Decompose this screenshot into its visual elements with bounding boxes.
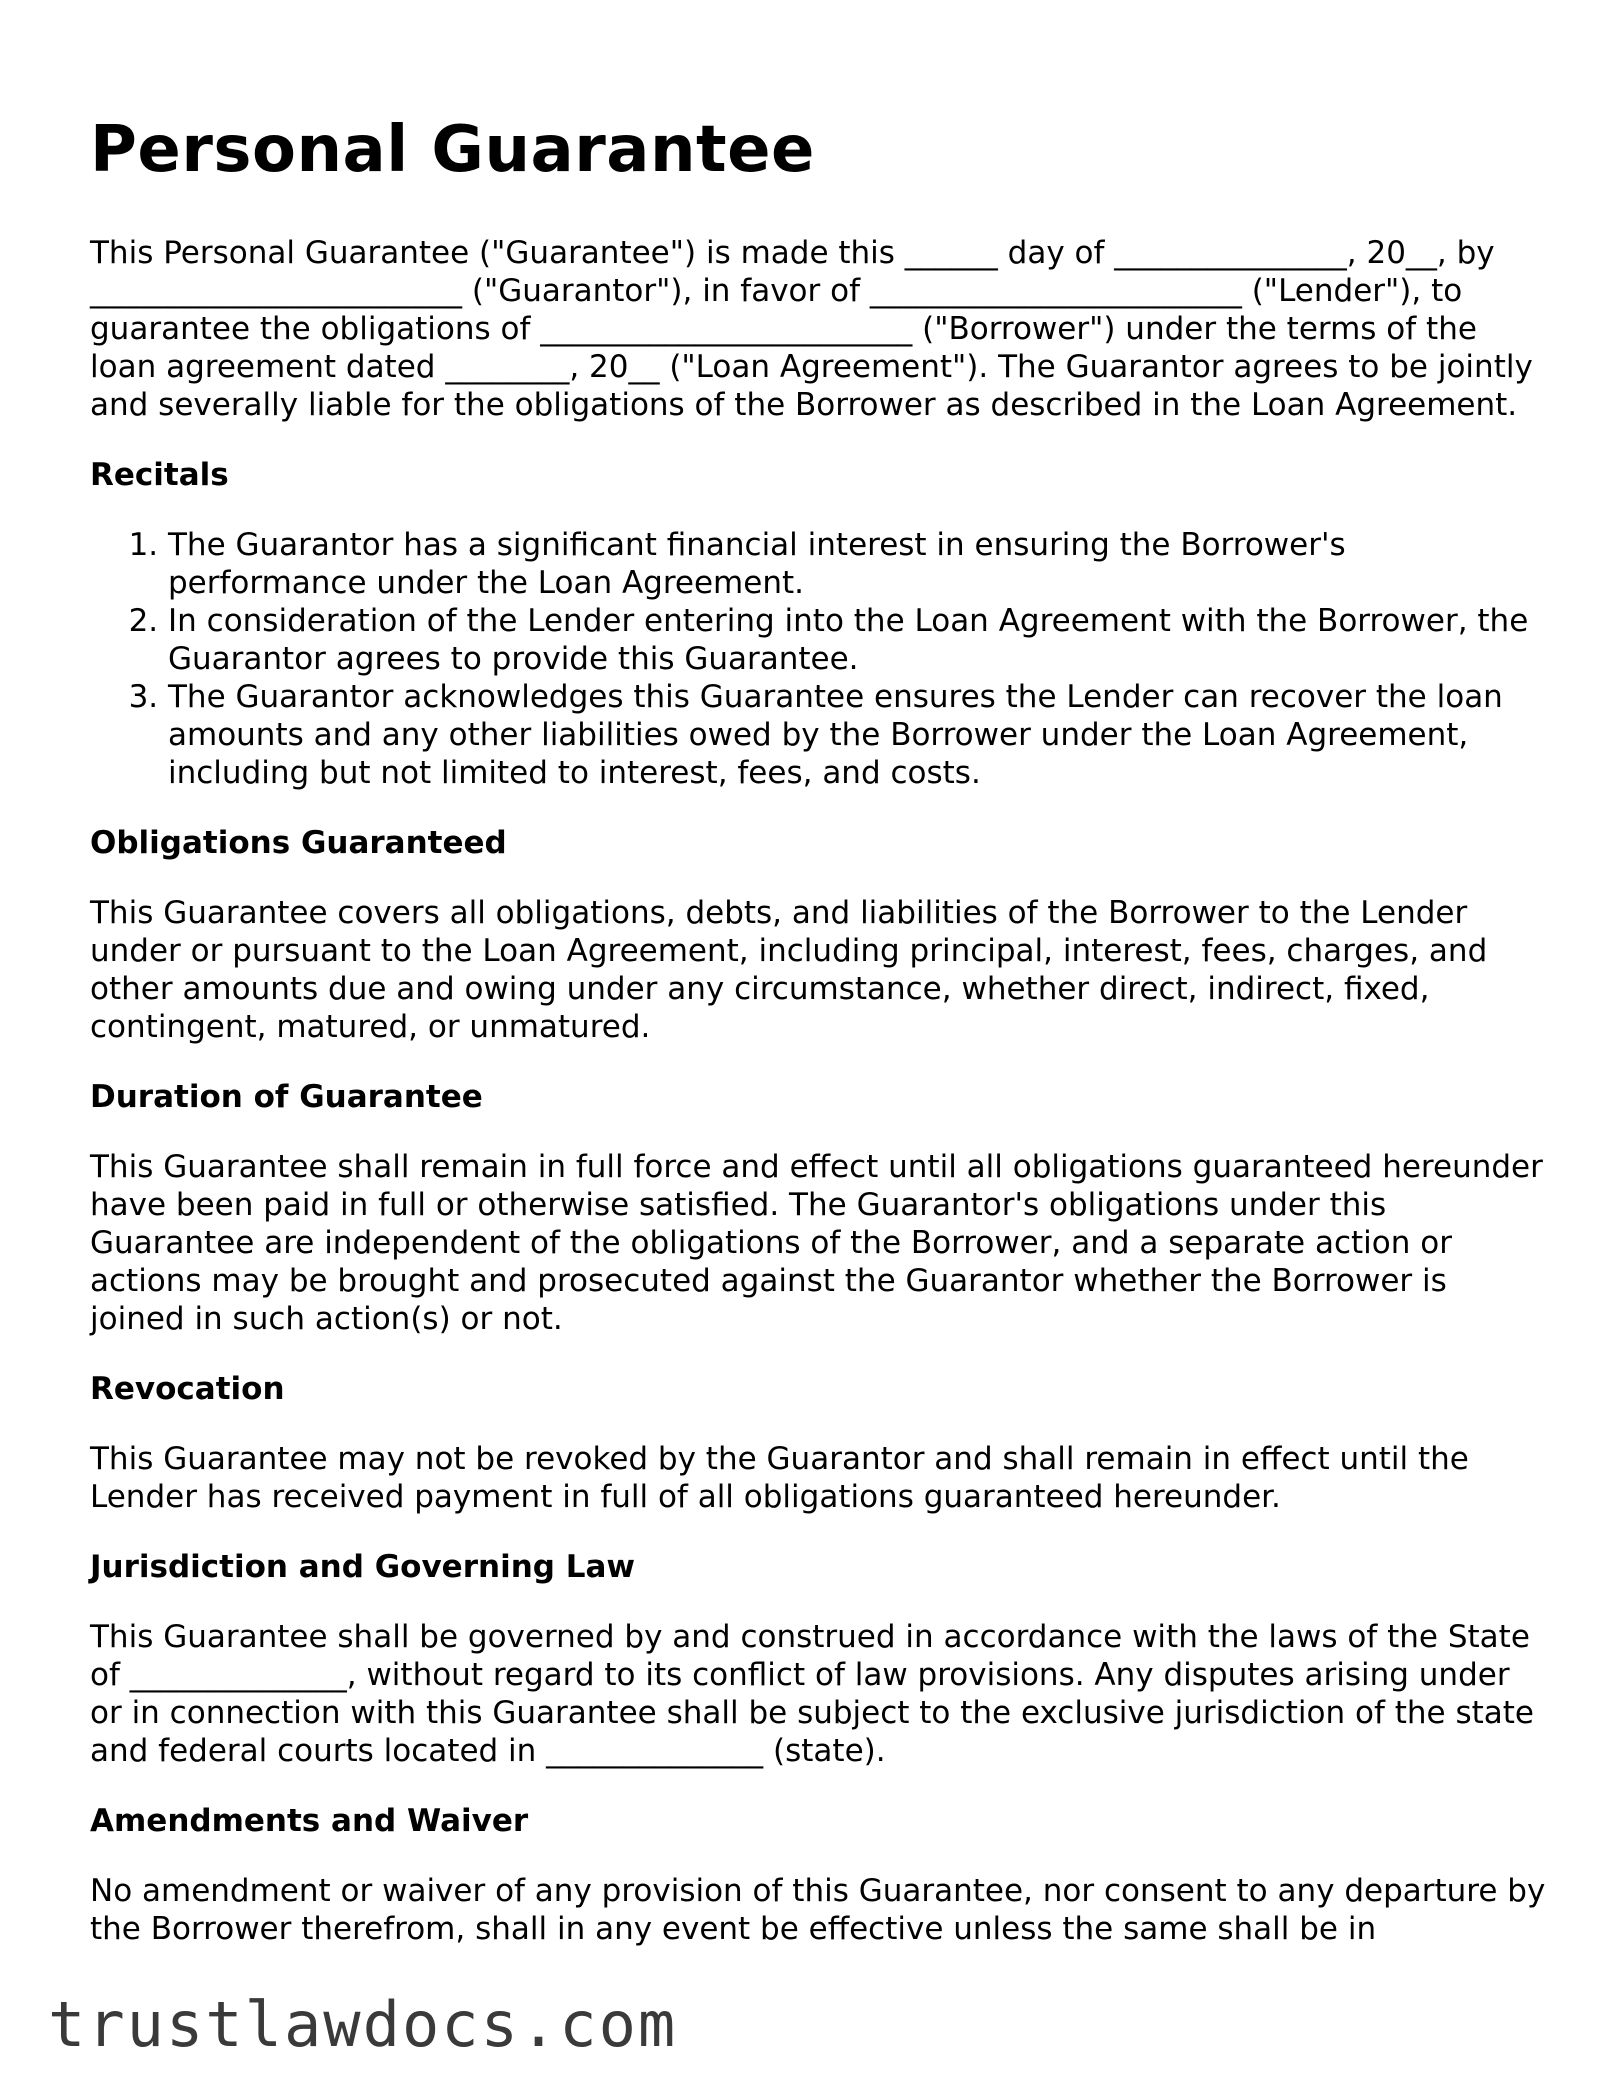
obligations-heading: Obligations Guaranteed: [90, 825, 507, 861]
jurisdiction-paragraph: This Guarantee shall be governed by and construed in accordance with the laws of the State of ______________, without regard to its conflict of law provisions. Any disputes arising under or in connection with this Guarantee shall be subject to the exclusive jurisdiction of the state and federal courts located in ______________ (state).: [90, 1619, 1534, 1769]
document-page: [90, 108, 1550, 1980]
duration-paragraph: This Guarantee shall remain in full force and effect until all obligations guaranteed hereunder have been paid in full or otherwise satisfied. The Guarantor's obligations under this Guarantee are independent of the obligations of the Borrower, and a separate action or actions may be brought and prosecuted against the Guarantor whether the Borrower is joined in such action(s) or not.: [90, 1149, 1543, 1337]
jurisdiction-heading: Jurisdiction and Governing Law: [90, 1549, 636, 1585]
revocation-heading: Revocation: [90, 1371, 285, 1407]
list-item: 2. In consideration of the Lender entering into the Loan Agreement with the Borrower, the Guarantor agrees to provide this Guarantee.: [168, 602, 1550, 678]
duration-heading: Duration of Guarantee: [90, 1079, 483, 1115]
watermark: trustlawdocs.com: [48, 1988, 678, 2061]
recitals-heading: Recitals: [90, 457, 229, 493]
amendments-paragraph: No amendment or waiver of any provision of this Guarantee, nor consent to any departure by the Borrower therefrom, shall in any event be effective unless the same shall be in: [90, 1873, 1546, 1947]
amendments-heading: Amendments and Waiver: [90, 1803, 529, 1839]
list-item: 3. The Guarantor acknowledges this Guarantee ensures the Lender can recover the loan amounts and any other liabilities owed by the Borrower under the Loan Agreement, including but not limited to interest, fees, and costs.: [168, 678, 1550, 792]
revocation-paragraph: This Guarantee may not be revoked by the Guarantor and shall remain in effect until the Lender has received payment in full of all obligations guaranteed hereunder.: [90, 1441, 1469, 1515]
intro-paragraph: This Personal Guarantee ("Guarantee") is made this ______ day of _______________, 20__, by ________________________ ("Guarantor"), in favor of ________________________ ("Lender"), to guarantee the obligations of ________________________ ("Borrower") under the terms of the loan agreement dated ________, 20__ ("Loan Agreement"). The Guarantor agrees to be jointly and severally liable for the obligations of the Borrower as described in the Loan Agreement.: [90, 235, 1533, 423]
document-title: Personal Guarantee: [90, 113, 815, 187]
obligations-paragraph: This Guarantee covers all obligations, debts, and liabilities of the Borrower to the Lender under or pursuant to the Loan Agreement, including principal, interest, fees, charges, and other amounts due and owing under any circumstance, whether direct, indirect, fixed, contingent, matured, or unmatured.: [90, 895, 1488, 1045]
recitals-list: [90, 526, 1550, 792]
list-item: 1. The Guarantor has a significant financial interest in ensuring the Borrower's performance under the Loan Agreement.: [168, 526, 1550, 602]
